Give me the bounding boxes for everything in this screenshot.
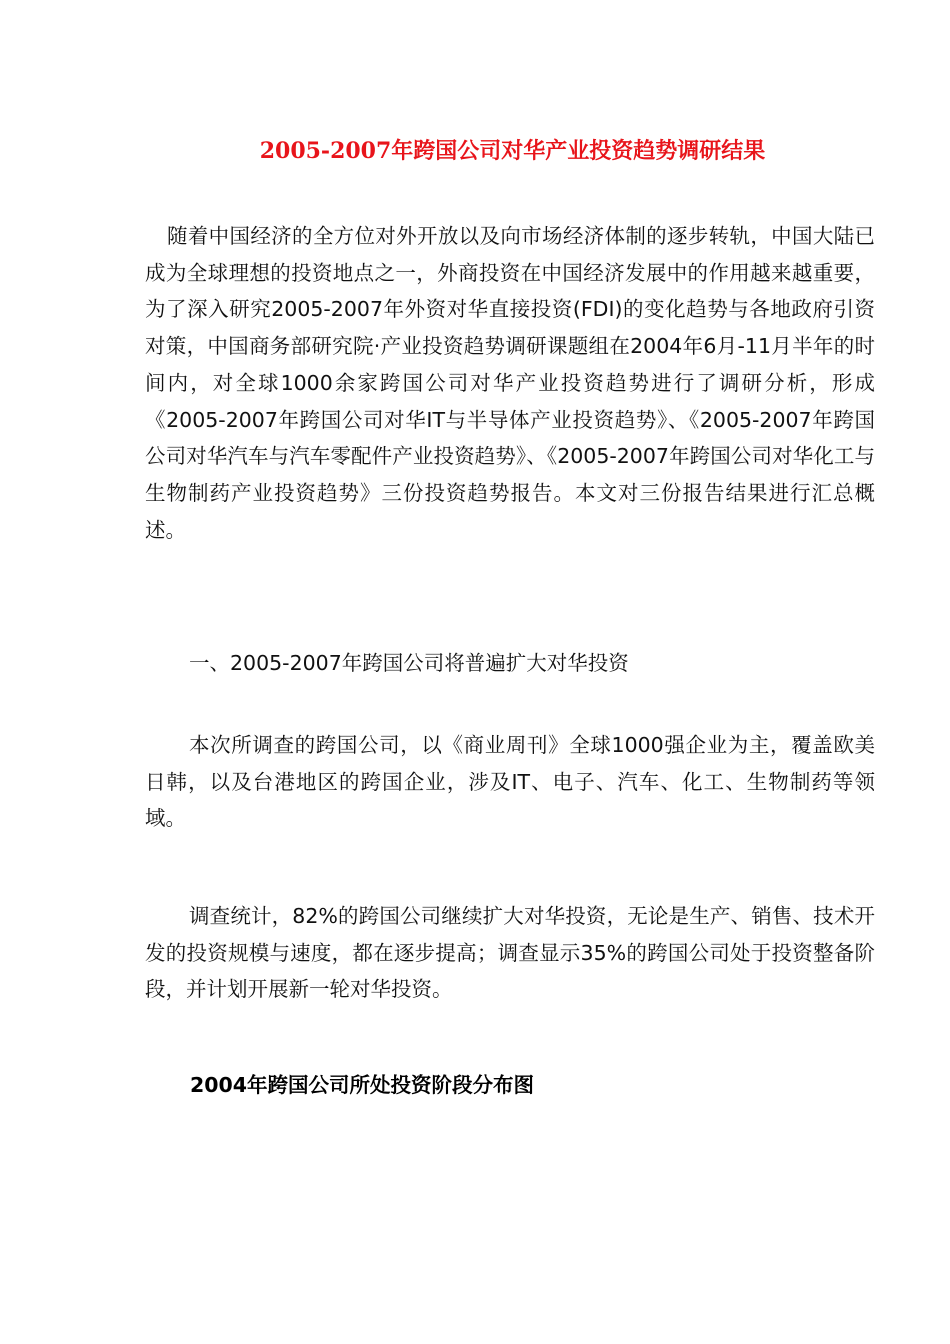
chart-heading: 2004年跨国公司所处投资阶段分布图 — [190, 1073, 535, 1097]
section-heading: 一、2005-2007年跨国公司将普遍扩大对华投资 — [189, 651, 629, 675]
document-title: 2005-2007年跨国公司对华产业投资趋势调研结果 — [259, 138, 766, 164]
survey-scope-paragraph: 本次所调查的跨国公司，以《商业周刊》全球1000强企业为主，覆盖欧美日韩，以及台港地区的跨国企业，涉及IT、电子、汽车、化工、生物制药等领域。 — [145, 733, 875, 831]
intro-paragraph: 随着中国经济的全方位对外开放以及向市场经济体制的逐步转轨，中国大陆已成为全球理想的投资地点之一，外商投资在中国经济发展中的作用越来越重要，为了深入研究2005-2007年外资对华直接投资(FDI)的变化趋势与各地政府引资对策，中国商务部研究院·产业投资趋势调研课题组在2004年6月-11月半年的时间内，对全球1000余家跨国公司对华产业投资趋势进行了调研分析，形成《2005-2007年跨国公司对华IT与半导体产业投资趋势》、《2005-2007年跨国公司对华汽车与汽车零配件产业投资趋势》、《2005-2007年跨国公司对华化工与生物制药产业投资趋势》三份投资趋势报告。本文对三份报告结果进行汇总概述。 — [145, 224, 875, 542]
survey-statistics-paragraph: 调查统计，82%的跨国公司继续扩大对华投资，无论是生产、销售、技术开发的投资规模与速度，都在逐步提高；调查显示35%的跨国公司处于投资整备阶段，并计划开展新一轮对华投资。 — [145, 904, 875, 1002]
